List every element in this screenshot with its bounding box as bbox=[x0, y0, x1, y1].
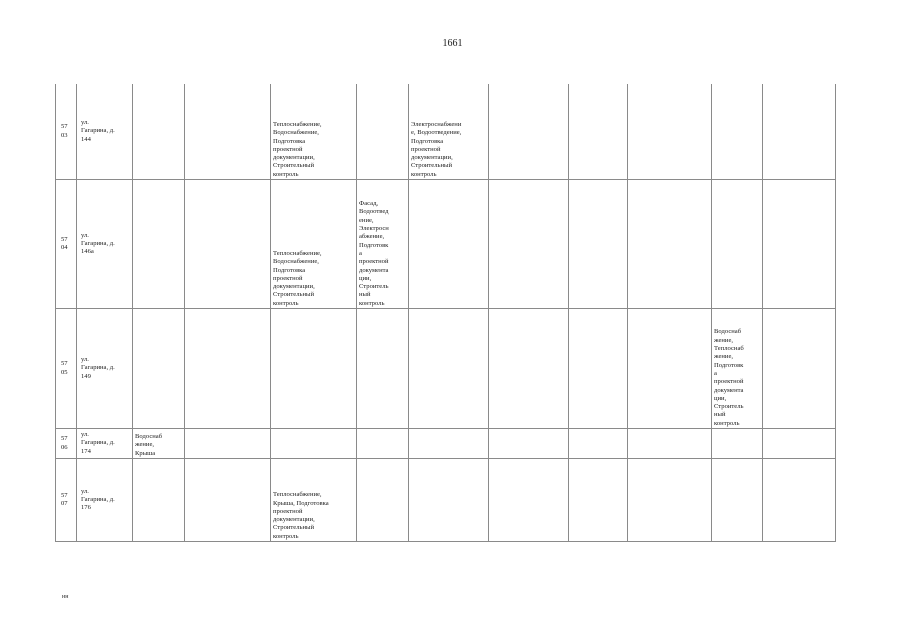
work-cell bbox=[628, 459, 712, 542]
row-number-cell: 57 06 bbox=[56, 429, 77, 459]
table-row bbox=[56, 84, 836, 180]
table-row bbox=[56, 180, 836, 309]
work-cell bbox=[763, 309, 836, 429]
address-cell: ул. Гагарина, д. 174 bbox=[77, 429, 133, 459]
work-cell bbox=[712, 429, 763, 459]
work-cell bbox=[133, 180, 185, 309]
works-table bbox=[55, 84, 836, 542]
work-cell bbox=[409, 309, 489, 429]
page-number: 1661 bbox=[442, 38, 463, 49]
row-number-cell: 57 05 bbox=[56, 309, 77, 429]
work-cell bbox=[569, 84, 628, 180]
address-cell: ул. Гагарина, д. 149 bbox=[77, 309, 133, 429]
work-cell bbox=[357, 84, 409, 180]
address-cell: ул. Гагарина, д. 176 bbox=[77, 459, 133, 542]
work-cell: Электроснабжени е, Водоотведение, Подготовка проектной документации, Строительный контроль bbox=[409, 84, 489, 180]
work-cell bbox=[357, 429, 409, 459]
work-cell: Теплоснабжение, Водоснабжение, Подготовка проектной документации, Строительный контроль bbox=[271, 84, 357, 180]
work-cell: Фасад, Водоотвед ение, Электросн абжение, Подготовк а проектной документа ции, Строитель ный контроль bbox=[357, 180, 409, 309]
work-cell bbox=[133, 84, 185, 180]
work-cell bbox=[489, 84, 569, 180]
work-cell bbox=[628, 180, 712, 309]
work-cell bbox=[409, 429, 489, 459]
work-cell bbox=[409, 180, 489, 309]
address-cell: ул. Гагарина, д. 146а bbox=[77, 180, 133, 309]
work-cell bbox=[357, 459, 409, 542]
work-cell bbox=[489, 180, 569, 309]
work-cell bbox=[409, 459, 489, 542]
work-cell bbox=[712, 180, 763, 309]
work-cell bbox=[185, 429, 271, 459]
work-cell bbox=[185, 459, 271, 542]
table-row bbox=[56, 429, 836, 459]
work-cell bbox=[628, 84, 712, 180]
work-cell bbox=[185, 84, 271, 180]
row-number-cell: 57 04 bbox=[56, 180, 77, 309]
work-cell bbox=[569, 429, 628, 459]
work-cell bbox=[271, 309, 357, 429]
table-row bbox=[56, 459, 836, 542]
work-cell bbox=[569, 459, 628, 542]
work-cell bbox=[569, 180, 628, 309]
work-cell bbox=[185, 309, 271, 429]
work-cell bbox=[628, 429, 712, 459]
work-cell: Водоснаб жение, Теплоснаб жение, Подготовк а проектной документа ции, Строитель ный контроль bbox=[712, 309, 763, 429]
work-cell bbox=[489, 429, 569, 459]
work-cell: Водоснаб жение, Крыша bbox=[133, 429, 185, 459]
work-cell bbox=[271, 429, 357, 459]
footer-mark: нн bbox=[62, 594, 69, 600]
work-cell bbox=[712, 84, 763, 180]
table-row bbox=[56, 309, 836, 429]
work-cell bbox=[489, 309, 569, 429]
address-cell: ул. Гагарина, д. 144 bbox=[77, 84, 133, 180]
work-cell: Теплоснабжение, Крыша, Подготовка проектной документации, Строительный контроль bbox=[271, 459, 357, 542]
row-number-cell: 57 07 bbox=[56, 459, 77, 542]
work-cell bbox=[763, 429, 836, 459]
work-cell bbox=[569, 309, 628, 429]
work-cell bbox=[185, 180, 271, 309]
work-cell bbox=[489, 459, 569, 542]
work-cell bbox=[357, 309, 409, 429]
work-cell bbox=[133, 309, 185, 429]
work-cell bbox=[628, 309, 712, 429]
work-cell bbox=[763, 459, 836, 542]
work-cell: Теплоснабжение, Водоснабжение, Подготовка проектной документации, Строительный контроль bbox=[271, 180, 357, 309]
work-cell bbox=[133, 459, 185, 542]
work-cell bbox=[763, 180, 836, 309]
row-number-cell: 57 03 bbox=[56, 84, 77, 180]
work-cell bbox=[763, 84, 836, 180]
work-cell bbox=[712, 459, 763, 542]
